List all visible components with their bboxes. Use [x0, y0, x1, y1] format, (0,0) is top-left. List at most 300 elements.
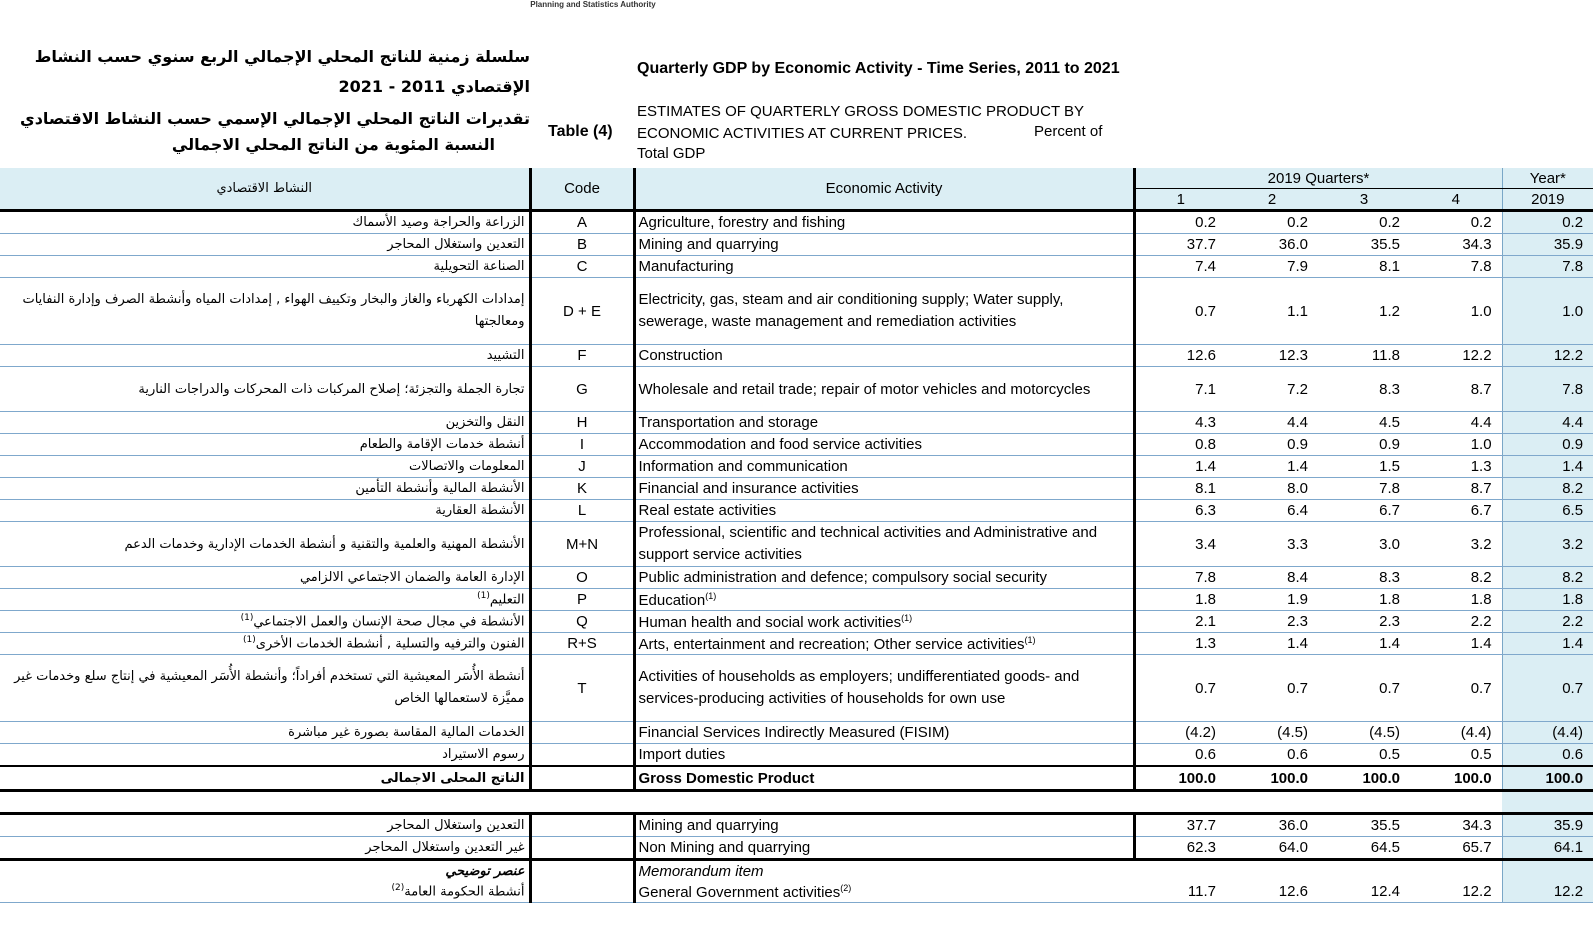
economic-activity	[634, 456, 1134, 478]
activity-code	[530, 837, 634, 860]
value-q2	[1226, 766, 1318, 791]
value-q2-text: 1.4	[1287, 635, 1308, 652]
economic-activity	[634, 814, 1134, 837]
value-year-text: 12.2	[1553, 883, 1584, 900]
value-q4-text: 7.8	[1470, 258, 1492, 275]
activity-code	[530, 814, 634, 837]
value-q3	[1318, 522, 1410, 567]
value-q3-text: 0.7	[1379, 679, 1400, 697]
value-year-text: 0.9	[1562, 436, 1584, 453]
value-q3-text: 2.3	[1379, 613, 1400, 630]
value-q2	[1226, 655, 1318, 722]
value-q3-text: (4.5)	[1369, 724, 1400, 741]
value-q4	[1410, 633, 1502, 655]
value-q1-text: 37.7	[1186, 817, 1216, 834]
economic-activity-text: Import duties	[638, 746, 726, 763]
value-q4	[1410, 814, 1502, 837]
value-q4	[1410, 412, 1502, 434]
value-q2	[1226, 234, 1318, 256]
activity-code	[530, 412, 634, 434]
economic-activity-text: Financial and insurance activities	[638, 480, 859, 497]
english-unit: Percent of	[1034, 123, 1103, 140]
economic-activity	[634, 234, 1134, 256]
activity-code-text: F	[577, 347, 587, 364]
economic-activity	[634, 567, 1134, 589]
value-q1-text: 7.8	[1195, 569, 1216, 586]
value-q1-text: 0.7	[1195, 679, 1216, 697]
value-q1	[1134, 234, 1226, 256]
table-row	[0, 478, 1593, 500]
table-row	[0, 567, 1593, 589]
value-year	[1502, 456, 1593, 478]
value-q4	[1410, 766, 1502, 791]
value-q3-text: 8.3	[1379, 569, 1400, 586]
activity-code	[530, 633, 634, 655]
value-q1	[1134, 744, 1226, 767]
value-q2-text: 3.3	[1287, 535, 1308, 553]
value-year-text: 1.8	[1562, 591, 1584, 608]
economic-activity	[634, 211, 1134, 234]
value-q4-text: 8.7	[1470, 380, 1492, 398]
value-q4	[1410, 345, 1502, 367]
value-year	[1502, 633, 1593, 655]
value-year-text: 8.2	[1562, 569, 1584, 586]
value-q1-text: 11.7	[1187, 883, 1216, 900]
economic-activity	[634, 478, 1134, 500]
value-q1-text: 8.1	[1195, 480, 1216, 497]
arabic-activity-text: الخدمات المالية المقاسة بصورة غير مباشرة	[288, 725, 525, 740]
value-q1-text: 0.7	[1195, 302, 1216, 320]
activity-code	[530, 766, 634, 791]
value-q1	[1134, 500, 1226, 522]
value-year-text: 1.0	[1562, 302, 1584, 320]
activity-code-text: D + E	[563, 302, 601, 320]
economic-activity-text: Public administration and defence; compulsory social security	[638, 569, 1048, 586]
value-q4	[1410, 434, 1502, 456]
economic-activity	[634, 611, 1134, 633]
economic-activity-text: Mining and quarrying	[638, 817, 779, 834]
value-year-text: 35.9	[1553, 236, 1584, 253]
value-q4	[1410, 611, 1502, 633]
value-q4-text: 4.4	[1470, 414, 1492, 431]
value-year	[1502, 478, 1593, 500]
economic-activity	[634, 367, 1134, 412]
value-q3-text: 6.7	[1379, 502, 1400, 519]
arabic-activity-text: الأنشطة المهنية والعلمية والتقنية و أنشطة الخدمات الإدارية وخدمات الدعم	[124, 536, 525, 552]
value-q4	[1410, 478, 1502, 500]
value-q1	[1134, 567, 1226, 589]
value-q2-text: 2.3	[1287, 613, 1308, 630]
value-year	[1502, 367, 1593, 412]
value-q3-text: 12.4	[1370, 883, 1400, 900]
activity-code	[530, 611, 634, 633]
value-q4-text: 2.2	[1470, 613, 1492, 630]
value-q3	[1318, 722, 1410, 744]
value-q3-text: 8.1	[1379, 258, 1400, 275]
arabic-activity	[0, 412, 530, 434]
arabic-activity	[0, 589, 530, 611]
economic-activity	[634, 412, 1134, 434]
value-q4-text: 6.7	[1470, 502, 1492, 519]
economic-activity	[634, 722, 1134, 744]
table-row	[0, 278, 1593, 345]
value-q3-text: 7.8	[1379, 480, 1400, 497]
arabic-activity	[0, 256, 530, 278]
value-q4	[1410, 567, 1502, 589]
value-year	[1502, 345, 1593, 367]
value-q4	[1410, 367, 1502, 412]
arabic-activity-text: التشييد	[486, 348, 525, 363]
memorandum-label-text: Memorandum item	[638, 862, 764, 880]
economic-activity-text: Education	[638, 591, 706, 609]
economic-activity-text: Accommodation and food service activities	[638, 436, 922, 453]
value-year	[1502, 766, 1593, 791]
arabic-activity-text: تجارة الجملة والتجزئة؛ إصلاح المركبات ذات المحركات والدراجات النارية	[138, 381, 525, 397]
value-q3-text: 11.8	[1371, 347, 1400, 364]
value-q4-text: 34.3	[1462, 236, 1492, 253]
value-q3	[1318, 589, 1410, 611]
value-q3-text: 1.2	[1379, 302, 1400, 320]
arabic-activity	[0, 633, 530, 655]
activity-code	[530, 522, 634, 567]
activity-code	[530, 860, 634, 882]
value-year	[1502, 278, 1593, 345]
header-q3: 3	[1318, 189, 1410, 211]
value-year-text: 35.9	[1553, 817, 1584, 834]
value-q2	[1226, 722, 1318, 744]
value-q2-text: 36.0	[1278, 236, 1308, 253]
arabic-activity-text: الأنشطة في مجال صحة الإنسان والعمل الاجتماعي	[253, 614, 525, 630]
value-q1-text: 12.6	[1186, 347, 1216, 364]
value-q1-text: 1.3	[1195, 635, 1216, 652]
english-subtitle: ESTIMATES OF QUARTERLY GROSS DOMESTIC PRODUCT BY ECONOMIC ACTIVITIES AT CURRENT PRICES.	[637, 103, 1084, 142]
arabic-activity-text: رسوم الاستيراد	[442, 747, 525, 762]
value-year	[1502, 211, 1593, 234]
value-q3	[1318, 837, 1410, 860]
header-q1: 1	[1134, 189, 1226, 211]
value-q2-text: 0.2	[1287, 214, 1308, 231]
arabic-activity	[0, 367, 530, 412]
header-code: Code	[530, 168, 634, 211]
footnote-marker: (1)	[705, 590, 717, 601]
arabic-title: سلسلة زمنية للناتج المحلي الإجمالي الربع سنوي حسب النشاط الإقتصادي 2011 - 2021	[34, 47, 530, 96]
value-q3-text: 8.3	[1379, 380, 1400, 398]
value-year	[1502, 837, 1593, 860]
value-q3	[1318, 633, 1410, 655]
value-q3-text: 0.9	[1379, 436, 1400, 453]
value-q1	[1134, 814, 1226, 837]
value-q4	[1410, 522, 1502, 567]
value-q2	[1226, 814, 1318, 837]
value-q1	[1134, 478, 1226, 500]
footnote-marker: (1)	[901, 612, 913, 623]
value-year	[1502, 434, 1593, 456]
value-q1-text: 2.1	[1195, 613, 1216, 630]
economic-activity-text: General Government activities	[638, 883, 841, 901]
memorandum-arabic-text: عنصر توضيحي	[445, 863, 525, 879]
table-row	[0, 434, 1593, 456]
economic-activity-text: Electricity, gas, steam and air conditioning supply; Water supply, sewerage, waste management and remediation activities	[638, 291, 1064, 330]
arabic-activity	[0, 345, 530, 367]
value-q4-text: 0.5	[1470, 746, 1492, 763]
value-q4-text: 0.2	[1470, 214, 1492, 231]
value-q4	[1410, 722, 1502, 744]
activity-code	[530, 478, 634, 500]
header-arabic-activity: النشاط الاقتصادي	[0, 168, 530, 211]
mining-row	[0, 837, 1593, 860]
arabic-activity	[0, 478, 530, 500]
value-q2	[1226, 881, 1318, 903]
value-q2	[1226, 567, 1318, 589]
value-q3	[1318, 881, 1410, 903]
arabic-activity	[0, 278, 530, 345]
value-q1	[1134, 722, 1226, 744]
arabic-activity-text: الزراعة والحراجة وصيد الأسماك	[352, 215, 525, 230]
value-q2	[1226, 744, 1318, 767]
table-row	[0, 456, 1593, 478]
value-q3-text: 0.5	[1379, 746, 1400, 763]
value-q2-text: 7.2	[1287, 380, 1308, 398]
value-q1	[1134, 367, 1226, 412]
economic-activity	[634, 766, 1134, 791]
value-q3	[1318, 744, 1410, 767]
value-q2-text: 12.3	[1278, 347, 1308, 364]
activity-code	[530, 211, 634, 234]
value-q3-text: 1.8	[1379, 591, 1400, 608]
activity-code	[530, 744, 634, 767]
value-q4-text: 8.7	[1470, 480, 1492, 497]
value-q1	[1134, 278, 1226, 345]
government-row	[0, 881, 1593, 903]
arabic-activity	[0, 837, 530, 860]
economic-activity	[634, 837, 1134, 860]
value-year-text: 2.2	[1562, 613, 1584, 630]
value-q2-text: 12.6	[1278, 883, 1308, 900]
activity-code-text: C	[576, 258, 588, 275]
value-year	[1502, 256, 1593, 278]
arabic-activity	[0, 522, 530, 567]
value-year-text: 3.2	[1562, 535, 1584, 553]
value-q2	[1226, 478, 1318, 500]
value-year-text: 1.4	[1562, 458, 1584, 475]
value-q1	[1134, 837, 1226, 860]
value-year	[1502, 500, 1593, 522]
value-q1	[1134, 881, 1226, 903]
economic-activity-text: Non Mining and quarrying	[638, 839, 811, 856]
value-year-text: 64.1	[1553, 839, 1584, 856]
value-q2	[1226, 434, 1318, 456]
value-year-text: (4.4)	[1552, 724, 1584, 741]
value-q1-text: 7.1	[1195, 380, 1216, 398]
value-q1-text: 1.4	[1195, 458, 1216, 475]
activity-code-text: P	[576, 591, 587, 608]
value-q1-text: (4.2)	[1185, 724, 1216, 741]
activity-code-text: M+N	[565, 535, 599, 553]
value-q4-text: 8.2	[1470, 569, 1492, 586]
value-q2	[1226, 456, 1318, 478]
value-q3-text: 35.5	[1370, 236, 1400, 253]
economic-activity-text: Agriculture, forestry and fishing	[638, 214, 846, 231]
footnote-marker: (1)	[477, 591, 490, 602]
value-q2	[1226, 837, 1318, 860]
arabic-activity	[0, 500, 530, 522]
arabic-activity-text: إمدادات الكهرباء والغاز والبخار وتكييف الهواء , إمدادات المياه وأنشطة الصرف وإدارة النفايات ومعالجتها	[22, 292, 525, 329]
activity-code	[530, 278, 634, 345]
arabic-activity-text: أنشطة خدمات الإقامة والطعام	[359, 437, 525, 452]
value-q1-text: 1.8	[1195, 591, 1216, 608]
value-q3	[1318, 814, 1410, 837]
english-title: Quarterly GDP by Economic Activity - Time Series, 2011 to 2021	[637, 60, 1120, 77]
value-q3	[1318, 345, 1410, 367]
value-q4	[1410, 655, 1502, 722]
arabic-subtitle: تقديرات الناتج المحلي الإجمالي الإسمي حسب النشاط الاقتصادي	[20, 109, 530, 128]
activity-code	[530, 234, 634, 256]
memorandum-label	[634, 860, 1134, 882]
value-q2-text: 1.9	[1287, 591, 1308, 608]
value-q4-text: 1.4	[1470, 635, 1492, 652]
value-year	[1502, 814, 1593, 837]
value-q2	[1226, 367, 1318, 412]
memorandum-arabic	[0, 860, 530, 882]
economic-activity-text: Wholesale and retail trade; repair of motor vehicles and motorcycles	[638, 380, 1091, 398]
value-q2	[1226, 211, 1318, 234]
value-q2-text: 4.4	[1287, 414, 1308, 431]
activity-code-text: B	[576, 236, 587, 253]
activity-code	[530, 655, 634, 722]
value-q2	[1226, 589, 1318, 611]
arabic-unit: النسبة المئوية من الناتج المحلي الاجمالي	[171, 135, 495, 154]
activity-code-text: J	[578, 458, 586, 475]
activity-code-text: A	[576, 214, 587, 231]
footnote-marker: (2)	[840, 882, 852, 893]
header-year-label: Year*	[1502, 168, 1593, 189]
value-q3-text: 0.2	[1379, 214, 1400, 231]
arabic-activity	[0, 234, 530, 256]
value-q1	[1134, 211, 1226, 234]
value-q1	[1134, 655, 1226, 722]
value-q2	[1226, 412, 1318, 434]
value-q1	[1134, 589, 1226, 611]
table-row	[0, 367, 1593, 412]
header-year: 2019	[1502, 189, 1593, 211]
value-q1-text: 62.3	[1186, 839, 1216, 856]
value-q1-text: 4.3	[1195, 414, 1216, 431]
activity-code-text: I	[579, 436, 585, 453]
value-q4-text: 100.0	[1454, 769, 1492, 787]
total-row	[0, 766, 1593, 791]
value-q1	[1134, 434, 1226, 456]
value-q2-text: (4.5)	[1277, 724, 1308, 741]
value-q1-text: 0.8	[1195, 436, 1216, 453]
value-q4-text: 3.2	[1470, 535, 1492, 553]
value-q3	[1318, 412, 1410, 434]
value-q1-text: 100.0	[1178, 769, 1216, 787]
activity-code	[530, 500, 634, 522]
value-q3	[1318, 500, 1410, 522]
economic-activity	[634, 633, 1134, 655]
value-q1-text: 37.7	[1186, 236, 1216, 253]
value-q2-text: 8.4	[1287, 569, 1308, 586]
value-q3-text: 35.5	[1370, 817, 1400, 834]
economic-activity	[634, 278, 1134, 345]
table-row	[0, 589, 1593, 611]
value-q3	[1318, 766, 1410, 791]
arabic-activity	[0, 766, 530, 791]
table-row	[0, 500, 1593, 522]
arabic-activity-text: التعليم	[489, 592, 525, 608]
arabic-activity-text: الأنشطة المالية وأنشطة التأمين	[355, 481, 525, 496]
value-q4	[1410, 211, 1502, 234]
value-q3	[1318, 567, 1410, 589]
value-year	[1502, 881, 1593, 903]
activity-code	[530, 881, 634, 903]
table-row	[0, 345, 1593, 367]
table-row	[0, 611, 1593, 633]
value-q4-text: 1.3	[1470, 458, 1492, 475]
value-q4	[1410, 881, 1502, 903]
footnote-marker: (1)	[243, 635, 256, 646]
value-q2-text: 6.4	[1287, 502, 1308, 519]
table-row	[0, 234, 1593, 256]
value-q1	[1134, 345, 1226, 367]
economic-activity-text: Real estate activities	[638, 502, 777, 519]
arabic-activity-text: الصناعة التحويلية	[433, 259, 525, 274]
activity-code-text: K	[576, 480, 587, 497]
activity-code-text: R+S	[567, 635, 597, 652]
value-year-text: 12.2	[1553, 347, 1584, 364]
arabic-activity	[0, 211, 530, 234]
activity-code	[530, 345, 634, 367]
value-q2-text: 0.6	[1287, 746, 1308, 763]
value-q1	[1134, 611, 1226, 633]
economic-activity-text: Transportation and storage	[638, 414, 819, 431]
value-q1	[1134, 633, 1226, 655]
value-q2-text: 0.7	[1287, 679, 1308, 697]
economic-activity	[634, 744, 1134, 767]
arabic-activity-text: الإدارة العامة والضمان الاجتماعي الالزامي	[299, 570, 525, 585]
economic-activity	[634, 434, 1134, 456]
header-q2: 2	[1226, 189, 1318, 211]
value-q3-text: 1.4	[1379, 635, 1400, 652]
value-q4-text: 1.0	[1470, 302, 1492, 320]
value-q1-text: 7.4	[1195, 258, 1216, 275]
value-q3-text: 100.0	[1362, 769, 1400, 787]
value-q4	[1410, 456, 1502, 478]
value-year-text: 0.2	[1562, 214, 1584, 231]
economic-activity	[634, 655, 1134, 722]
activity-code	[530, 434, 634, 456]
economic-activity-text: Financial Services Indirectly Measured (FISIM)	[638, 724, 950, 741]
value-year-text: 7.8	[1562, 258, 1584, 275]
table-label: Table (4)	[548, 123, 613, 140]
value-q1-text: 0.6	[1195, 746, 1216, 763]
value-q4	[1410, 256, 1502, 278]
arabic-activity-text: أنشطة الأُسَر المعيشية التي تستخدم أفراداً؛ وأنشطة الأُسَر المعيشية في إنتاج سلع وخدمات غير مميَّزة لاستعمالها الخاص	[14, 669, 525, 706]
economic-activity	[634, 345, 1134, 367]
value-q3-text: 64.5	[1370, 839, 1400, 856]
table-row	[0, 256, 1593, 278]
activity-code-text: G	[576, 380, 588, 398]
economic-activity-text: Activities of households as employers; undifferentiated goods- and services-producing activities of households for own use	[638, 668, 1080, 707]
value-q3-text: 3.0	[1379, 535, 1400, 553]
value-year	[1502, 522, 1593, 567]
value-year-text: 100.0	[1545, 769, 1584, 787]
activity-code-text: Q	[576, 613, 588, 630]
value-year	[1502, 234, 1593, 256]
value-q4	[1410, 589, 1502, 611]
value-q3	[1318, 367, 1410, 412]
value-q2	[1226, 345, 1318, 367]
